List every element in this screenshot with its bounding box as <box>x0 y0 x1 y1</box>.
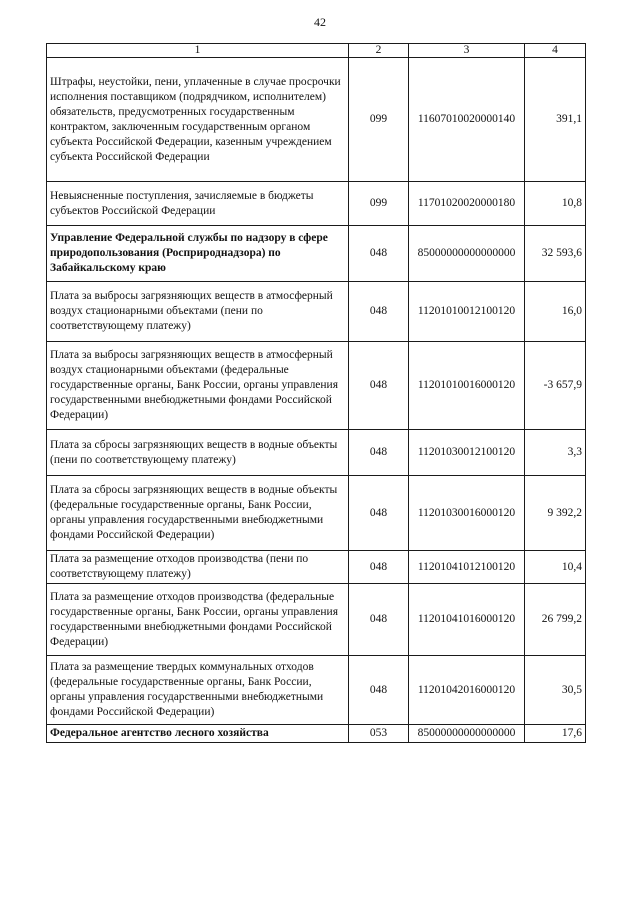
table-row <box>47 430 586 476</box>
table-row <box>47 282 586 342</box>
budget-classification-code: 85000000000000000 <box>409 226 525 282</box>
header-col-2: 2 <box>349 44 409 58</box>
page-number: 42 <box>314 15 326 29</box>
amount: 30,5 <box>525 656 586 725</box>
section-name: Управление Федеральной службы по надзору в сфере природопользования (Росприроднадзора) по Забайкальскому краю <box>47 226 349 282</box>
admin-code: 048 <box>349 282 409 342</box>
header-col-3: 3 <box>409 44 525 58</box>
revenue-name: Плата за сбросы загрязняющих веществ в водные объекты (пени по соответствующему платежу) <box>47 430 349 476</box>
admin-code: 053 <box>349 725 409 743</box>
admin-code: 099 <box>349 58 409 182</box>
admin-code: 048 <box>349 551 409 584</box>
table-row <box>47 476 586 551</box>
amount: -3 657,9 <box>525 342 586 430</box>
budget-classification-code: 11201030016000120 <box>409 476 525 551</box>
amount: 10,8 <box>525 182 586 226</box>
budget-classification-code: 11201010012100120 <box>409 282 525 342</box>
table-header-row <box>47 44 586 58</box>
table-row <box>47 58 586 182</box>
revenue-name: Невыясненные поступления, зачисляемые в бюджеты субъектов Российской Федерации <box>47 182 349 226</box>
admin-code: 048 <box>349 584 409 656</box>
amount: 32 593,6 <box>525 226 586 282</box>
budget-classification-code: 85000000000000000 <box>409 725 525 743</box>
revenue-name: Штрафы, неустойки, пени, уплаченные в случае просрочки исполнения поставщиком (подрядчиком, исполнителем) обязательств, предусмотренных государственным контрактом, заключенным государственным органом субъекта Российской Федерации, казенным учреждением субъекта Российской Федерации <box>47 58 349 182</box>
admin-code: 048 <box>349 656 409 725</box>
table-row <box>47 182 586 226</box>
budget-revenue-table <box>46 43 586 743</box>
admin-code: 048 <box>349 226 409 282</box>
amount: 26 799,2 <box>525 584 586 656</box>
budget-classification-code: 11201042016000120 <box>409 656 525 725</box>
revenue-name: Плата за сбросы загрязняющих веществ в водные объекты (федеральные государственные органы, Банк России, органы управления государственными внебюджетными фондами Российской Федерации) <box>47 476 349 551</box>
admin-code: 048 <box>349 342 409 430</box>
admin-code: 048 <box>349 476 409 551</box>
amount: 9 392,2 <box>525 476 586 551</box>
revenue-name: Плата за размещение отходов производства (пени по соответствующему платежу) <box>47 551 349 584</box>
amount: 16,0 <box>525 282 586 342</box>
table-row <box>47 584 586 656</box>
budget-classification-code: 11201030012100120 <box>409 430 525 476</box>
revenue-name: Плата за размещение отходов производства (федеральные государственные органы, Банк России, органы управления государственными внебюджетными фондами Российской Федерации) <box>47 584 349 656</box>
revenue-name: Плата за выбросы загрязняющих веществ в атмосферный воздух стационарными объектами (пени по соответствующему платежу) <box>47 282 349 342</box>
header-col-1: 1 <box>47 44 349 58</box>
budget-classification-code: 11201041012100120 <box>409 551 525 584</box>
table-row <box>47 656 586 725</box>
revenue-name: Плата за выбросы загрязняющих веществ в атмосферный воздух стационарными объектами (федеральные государственные органы, Банк России, органы управления государственными внебюджетными фондами Российской Федерации) <box>47 342 349 430</box>
table-row-section <box>47 725 586 743</box>
budget-classification-code: 11701020020000180 <box>409 182 525 226</box>
revenue-name: Плата за размещение твердых коммунальных отходов (федеральные государственные органы, Банк России, органы управления государственными внебюджетными фондами Российской Федерации) <box>47 656 349 725</box>
table-row <box>47 551 586 584</box>
table-row <box>47 342 586 430</box>
budget-classification-code: 11607010020000140 <box>409 58 525 182</box>
amount: 10,4 <box>525 551 586 584</box>
amount: 17,6 <box>525 725 586 743</box>
amount: 3,3 <box>525 430 586 476</box>
admin-code: 048 <box>349 430 409 476</box>
section-name: Федеральное агентство лесного хозяйства <box>47 725 349 743</box>
budget-classification-code: 11201041016000120 <box>409 584 525 656</box>
header-col-4: 4 <box>525 44 586 58</box>
admin-code: 099 <box>349 182 409 226</box>
budget-classification-code: 11201010016000120 <box>409 342 525 430</box>
table-row-section <box>47 226 586 282</box>
amount: 391,1 <box>525 58 586 182</box>
